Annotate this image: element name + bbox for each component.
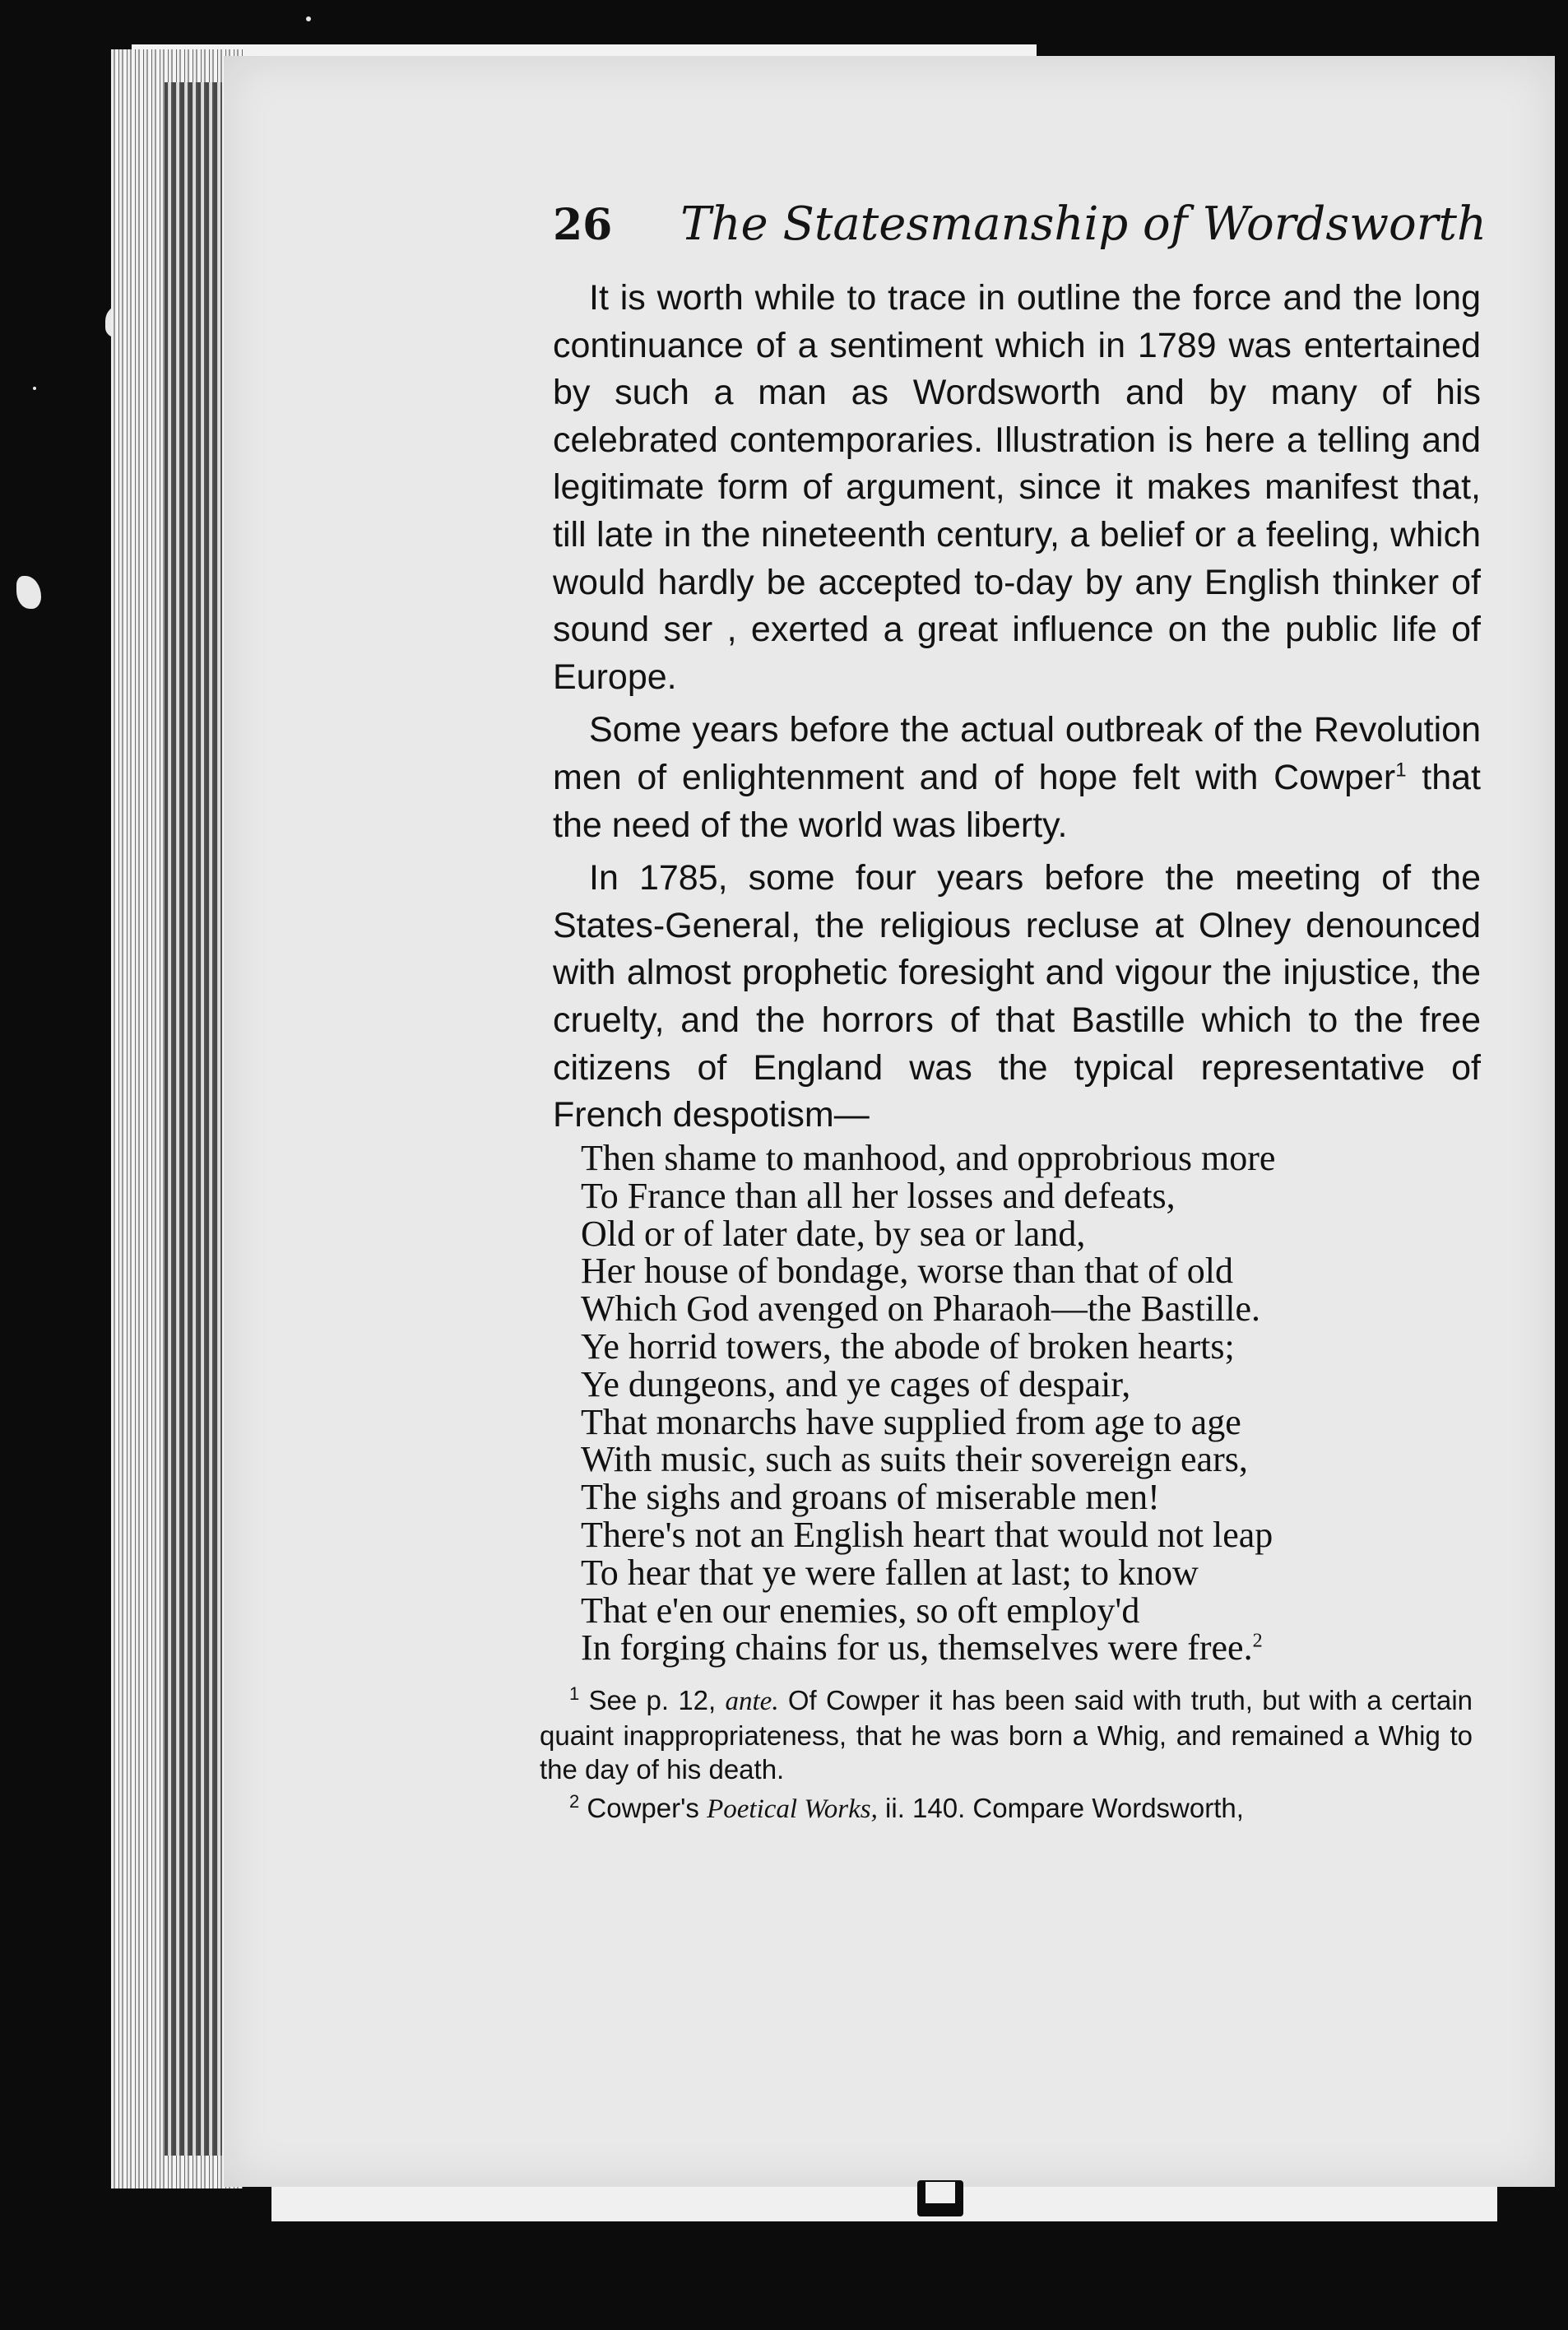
running-head-title: The Statesmanship of Wordsworth	[680, 197, 1487, 251]
footnote-1-mark: 1	[569, 1683, 580, 1704]
footnote-1-text: See p. 12,	[579, 1685, 726, 1715]
verse-quotation	[581, 1139, 1527, 1667]
paragraph-2	[553, 707, 1481, 849]
footnote-2-title: Poetical Works,	[707, 1794, 878, 1824]
verse-line: That e'en our enemies, so oft employ'd	[581, 1590, 1140, 1631]
footnote-ref-1: 1	[1395, 759, 1407, 782]
verse-line: With music, such as suits their sovereign ears,	[581, 1439, 1248, 1480]
footnote-2-tail: ii. 140. Compare Wordsworth,	[877, 1793, 1244, 1823]
verse-line: Her house of bondage, worse than that of old	[581, 1251, 1234, 1292]
verse-line	[581, 1629, 1527, 1667]
verse-line-text: In forging chains for us, themselves were free.	[581, 1627, 1253, 1669]
verse-line: To hear that ye were fallen at last; to know	[581, 1552, 1199, 1593]
book-spine-shadow	[165, 82, 222, 2156]
verse-line: Ye dungeons, and ye cages of despair,	[581, 1363, 1131, 1404]
page-number: 26	[553, 200, 613, 250]
paragraph-2-text: Some years before the actual outbreak of the Revolution men of enlightenment and of hope felt with Cowper	[553, 710, 1481, 797]
verse-line: That monarchs have supplied from age to age	[581, 1401, 1241, 1442]
running-head	[553, 197, 1487, 251]
scan-speck	[33, 387, 36, 390]
scan-speck	[306, 16, 311, 21]
footnote-1-ante: ante.	[725, 1687, 779, 1716]
verse-line: There's not an English heart that would not leap	[581, 1514, 1273, 1555]
page-top-edge	[132, 44, 1037, 56]
verse-line: Ye horrid towers, the abode of broken hearts;	[581, 1325, 1235, 1367]
paragraph-2-tail: that the need of the world was liberty.	[553, 757, 1481, 845]
paragraph-1: It is worth while to trace in outline the force and the long continuance of a sentiment which in 1789 was entertained by such a man as Wordsworth and by many of his celebrated contemporaries. Illustration is here a telling and legitimate form of argument, since it makes manifest that, till late in the nineteenth century, a belief or a feeling, which would hardly be accepted to-day by any English thinker of sound ser , exerted a great influence on the public life of Europe.	[553, 278, 1481, 697]
footnote-1-tail: Of Cowper it has been said with truth, but with a certain quaint inappropriateness, that he was born a Whig, and remained a Whig to the day of his death.	[540, 1685, 1473, 1785]
footnote-2-text: Cowper's	[579, 1793, 707, 1823]
scan-mark-gap	[925, 2182, 955, 2203]
verse-line: The sighs and groans of miserable men!	[581, 1477, 1160, 1518]
page-bottom-edge	[271, 2187, 1497, 2221]
footnote-ref-2: 2	[1252, 1630, 1263, 1652]
verse-line: Which God avenged on Pharaoh—the Bastille.	[581, 1288, 1261, 1330]
verse-line: Then shame to manhood, and opprobrious more	[581, 1138, 1276, 1178]
footnotes	[540, 1683, 1473, 1831]
footnote-2	[540, 1791, 1473, 1826]
footnote-1	[540, 1683, 1473, 1786]
verse-line: Old or of later date, by sea or land,	[581, 1213, 1086, 1254]
body-text	[553, 275, 1481, 1145]
paragraph-3: In 1785, some four years before the meeting of the States-General, the religious recluse at Olney denounced with almost prophetic foresight and vigour the injustice, the cruelty, and the horrors of that Bastille which to the free citizens of England was the typical representative of French despotism—	[553, 858, 1481, 1135]
footnote-2-mark: 2	[569, 1791, 580, 1812]
verse-line: To France than all her losses and defeats,	[581, 1175, 1176, 1216]
scan-speck	[16, 576, 41, 609]
